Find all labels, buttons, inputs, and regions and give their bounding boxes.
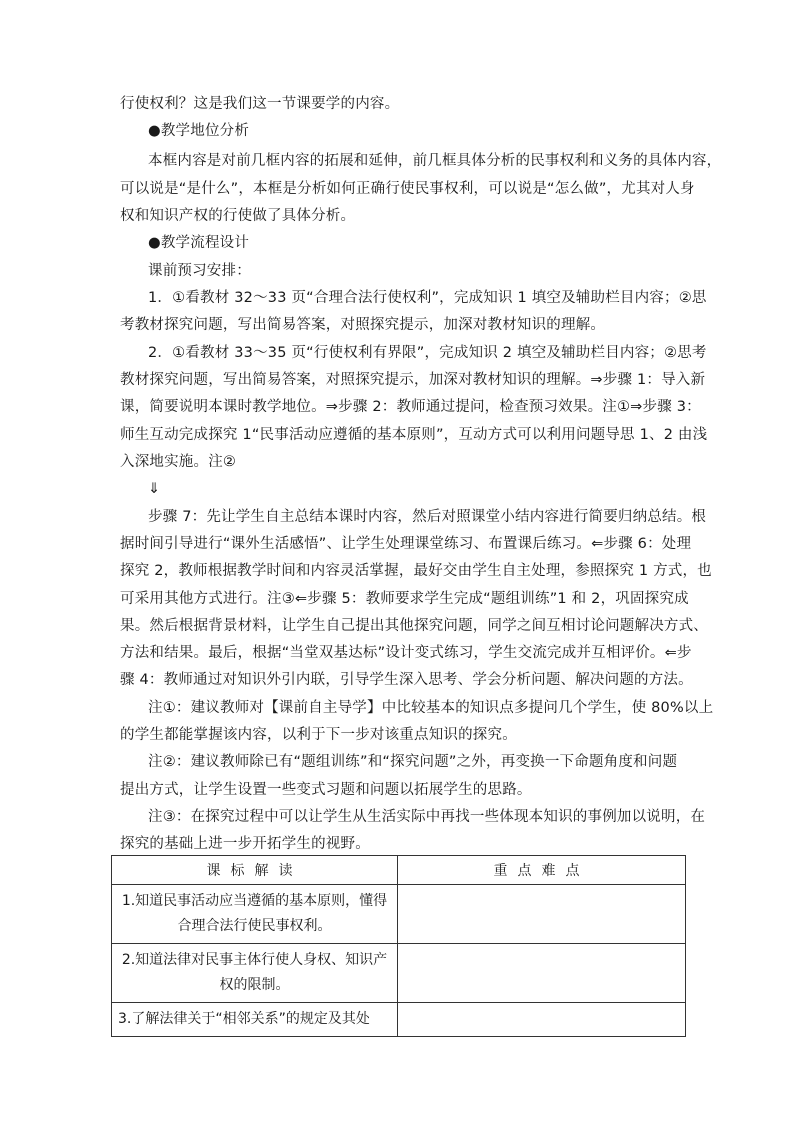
header-key-difficult-points: 重点难点: [398, 856, 686, 885]
note-3: 注③：在探究过程中可以让学生从生活实际中再找一些体现本知识的事例加以说明，在: [148, 809, 706, 825]
section-heading-teaching-flow: ●教学流程设计: [148, 235, 250, 251]
table-row: [112, 1003, 686, 1037]
table-cell: 1.知道民事活动应当遵循的基本原则，懂得合理合法行使民事权利。: [112, 885, 398, 944]
text-line: 师生互动完成探究 1“民事活动应遵循的基本原则”，互动方式可以利用问题导思 1、2 由浅: [120, 427, 708, 443]
text-line: 教材探究问题，写出简易答案，对照探究提示，加深对教材知识的理解。⇒步骤 1：导入新: [120, 372, 706, 388]
text-line: 提出方式，让学生设置一些变式习题和问题以拓展学生的思路。: [120, 782, 532, 798]
note-1: 注①：建议教师对【课前自主导学】中比较基本的知识点多提问几个学生，使 80%以上: [148, 700, 714, 716]
text-line: 考教材探究问题，写出简易答案，对照探究提示，加深对教材知识的理解。: [120, 317, 606, 333]
header-curriculum-interpretation: 课标解读: [112, 856, 398, 885]
text-line: 步骤 7：先让学生自主总结本课时内容，然后对照课堂小结内容进行简要归纳总结。根: [148, 509, 707, 525]
table-cell: [398, 1003, 686, 1037]
text-line: 课前预习安排：: [148, 263, 251, 279]
table-cell: 3.了解法律关于“相邻关系”的规定及其处: [112, 1003, 398, 1037]
text-line: 课，简要说明本课时教学地位。⇒步骤 2：教师通过提问，检查预习效果。注①⇒步骤 3：: [120, 399, 701, 415]
text-line: 骤 4：教师通过对知识外引内联，引导学生深入思考、学会分析问题、解决问题的方法。: [120, 672, 693, 688]
text-line: 探究的基础上进一步开拓学生的视野。: [120, 836, 370, 852]
text-line: 1．①看教材 32～33 页“合理合法行使权利”，完成知识 1 填空及辅助栏目内容；②思: [148, 290, 707, 306]
text-line: 2．①看教材 33～35 页“行使权利有界限”，完成知识 2 填空及辅助栏目内容；②思考: [148, 345, 707, 361]
section-heading-teaching-position: ●教学地位分析: [148, 123, 250, 139]
text-line: 可以说是“是什么”，本框是分析如何正确行使民事权利，可以说是“怎么做”，尤其对人身: [120, 181, 695, 197]
text-line: 行使权利？这是我们这一节课要学的内容。: [120, 96, 400, 112]
curriculum-table: [111, 855, 686, 1037]
table-cell: 2.知道法律对民事主体行使人身权、知识产权的限制。: [112, 944, 398, 1003]
text-line: 本框内容是对前几框内容的拓展和延伸，前几框具体分析的民事权利和义务的具体内容，: [148, 153, 722, 169]
down-arrow: ⇓: [148, 481, 161, 497]
table-cell: [398, 944, 686, 1003]
table-row: [112, 885, 686, 944]
text-line: 方法和结果。最后，根据“当堂双基达标”设计变式练习，学生交流完成并互相评价。⇐步: [120, 645, 692, 661]
text-line: 可采用其他方式进行。注③⇐步骤 5：教师要求学生完成“题组训练”1 和 2，巩固探究成: [120, 591, 689, 607]
text-line: 的学生都能掌握该内容，以利于下一步对该重点知识的探究。: [120, 727, 517, 743]
text-line: 据时间引导进行“课外生活感悟”、让学生处理课堂练习、布置课后练习。⇐步骤 6：处理: [120, 536, 692, 552]
table-header-row: [112, 856, 686, 885]
text-line: 探究 2，教师根据教学时间和内容灵活掌握，最好交由学生自主处理，参照探究 1 方式，也: [120, 563, 712, 579]
text-line: 果。然后根据背景材料，让学生自己提出其他探究问题，同学之间互相讨论问题解决方式、: [120, 618, 708, 634]
text-line: 入深地实施。注②: [120, 454, 237, 470]
text-line: 权和知识产权的行使做了具体分析。: [120, 208, 356, 224]
table-cell: [398, 885, 686, 944]
note-2: 注②：建议教师除已有“题组训练”和“探究问题”之外，再变换一下命题角度和问题: [148, 754, 678, 770]
table-row: [112, 944, 686, 1003]
